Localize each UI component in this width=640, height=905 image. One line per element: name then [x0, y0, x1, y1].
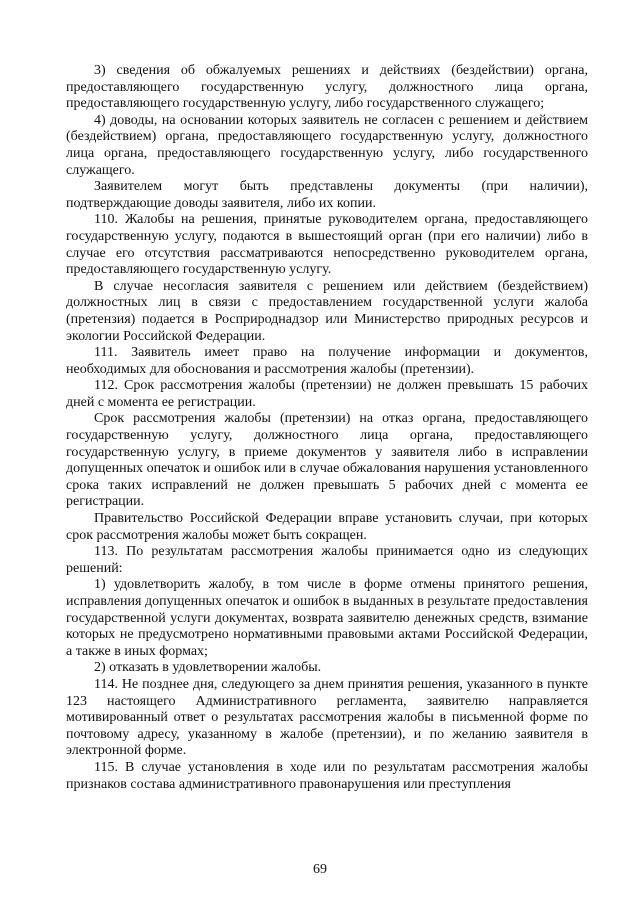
paragraph: 112. Срок рассмотрения жалобы (претензии) не должен превышать 15 рабочих дней с момента ее регистрации. [66, 378, 588, 410]
paragraph: 2) отказать в удовлетворении жалобы. [94, 660, 322, 676]
paragraph: 114. Не позднее дня, следующего за днем принятия решения, указанного в пункте 123 настоящего Административного регламента, заявителю направляется мотивированный ответ о результатах рассмотрения жалобы в письменной форме по почтовому адресу, указанному в жалобе (претензии), и по желанию заявителя в электронной форме. [66, 676, 588, 759]
paragraph: Срок рассмотрения жалобы (претензии) на отказ органа, предоставляющего государственную услугу, должностного лица органа, предоставляющего государственную услугу, в приеме документов у заявителя либо в исправлении допущенных опечаток и ошибок или в случае обжалования нарушения установленного срока таких исправлений не должен превышать 5 рабочих дней с момента ее регистрации. [66, 411, 588, 510]
paragraph: 113. По результатам рассмотрения жалобы принимается одно из следующих решений: [66, 544, 588, 576]
paragraph: 111. Заявитель имеет право на получение информации и документов, необходимых для обоснования и рассмотрения жалобы (претензии). [66, 345, 588, 377]
document-body [66, 63, 588, 793]
paragraph: 115. В случае установления в ходе или по результатам рассмотрения жалобы признаков состава административного правонарушения или преступления [66, 759, 588, 792]
page-number: 69 [313, 862, 327, 877]
paragraph: В случае несогласия заявителя с решением или действием (бездействием) должностных лиц в связи с предоставлением государственной услуги жалоба (претензия) подается в Росприроднадзор или Министерство природных ресурсов и экологии Российской Федерации. [66, 278, 588, 344]
paragraph: 1) удовлетворить жалобу, в том числе в форме отмены принятого решения, исправления допущенных опечаток и ошибок в выданных в результате предоставления государственной услуги документах, возврата заявителю денежных средств, взимание которых не предусмотрено нормативными правовыми актами Российской Федерации, а также в иных формах; [66, 577, 588, 659]
paragraph: 110. Жалобы на решения, принятые руководителем органа, предоставляющего государственную услугу, подаются в вышестоящий орган (при его наличии) либо в случае его отсутствия рассматриваются непосредственно руководителем органа, предоставляющего государственную услугу. [66, 212, 588, 278]
paragraph: 3) сведения об обжалуемых решениях и действиях (бездействии) органа, предоставляющего государственную услугу, должностного лица органа, предоставляющего государственную услугу, либо государственного служащего; [66, 63, 588, 112]
paragraph: Заявителем могут быть представлены документы (при наличии), подтверждающие доводы заявителя, либо их копии. [66, 179, 588, 211]
paragraph: Правительство Российской Федерации вправе установить случаи, при которых срок рассмотрения жалобы может быть сокращен. [66, 511, 588, 543]
paragraph: 4) доводы, на основании которых заявитель не согласен с решением и действием (бездействием) органа, предоставляющего государственную услугу, должностного лица органа, предоставляющего государственную услугу, либо государственного служащего. [66, 112, 588, 178]
